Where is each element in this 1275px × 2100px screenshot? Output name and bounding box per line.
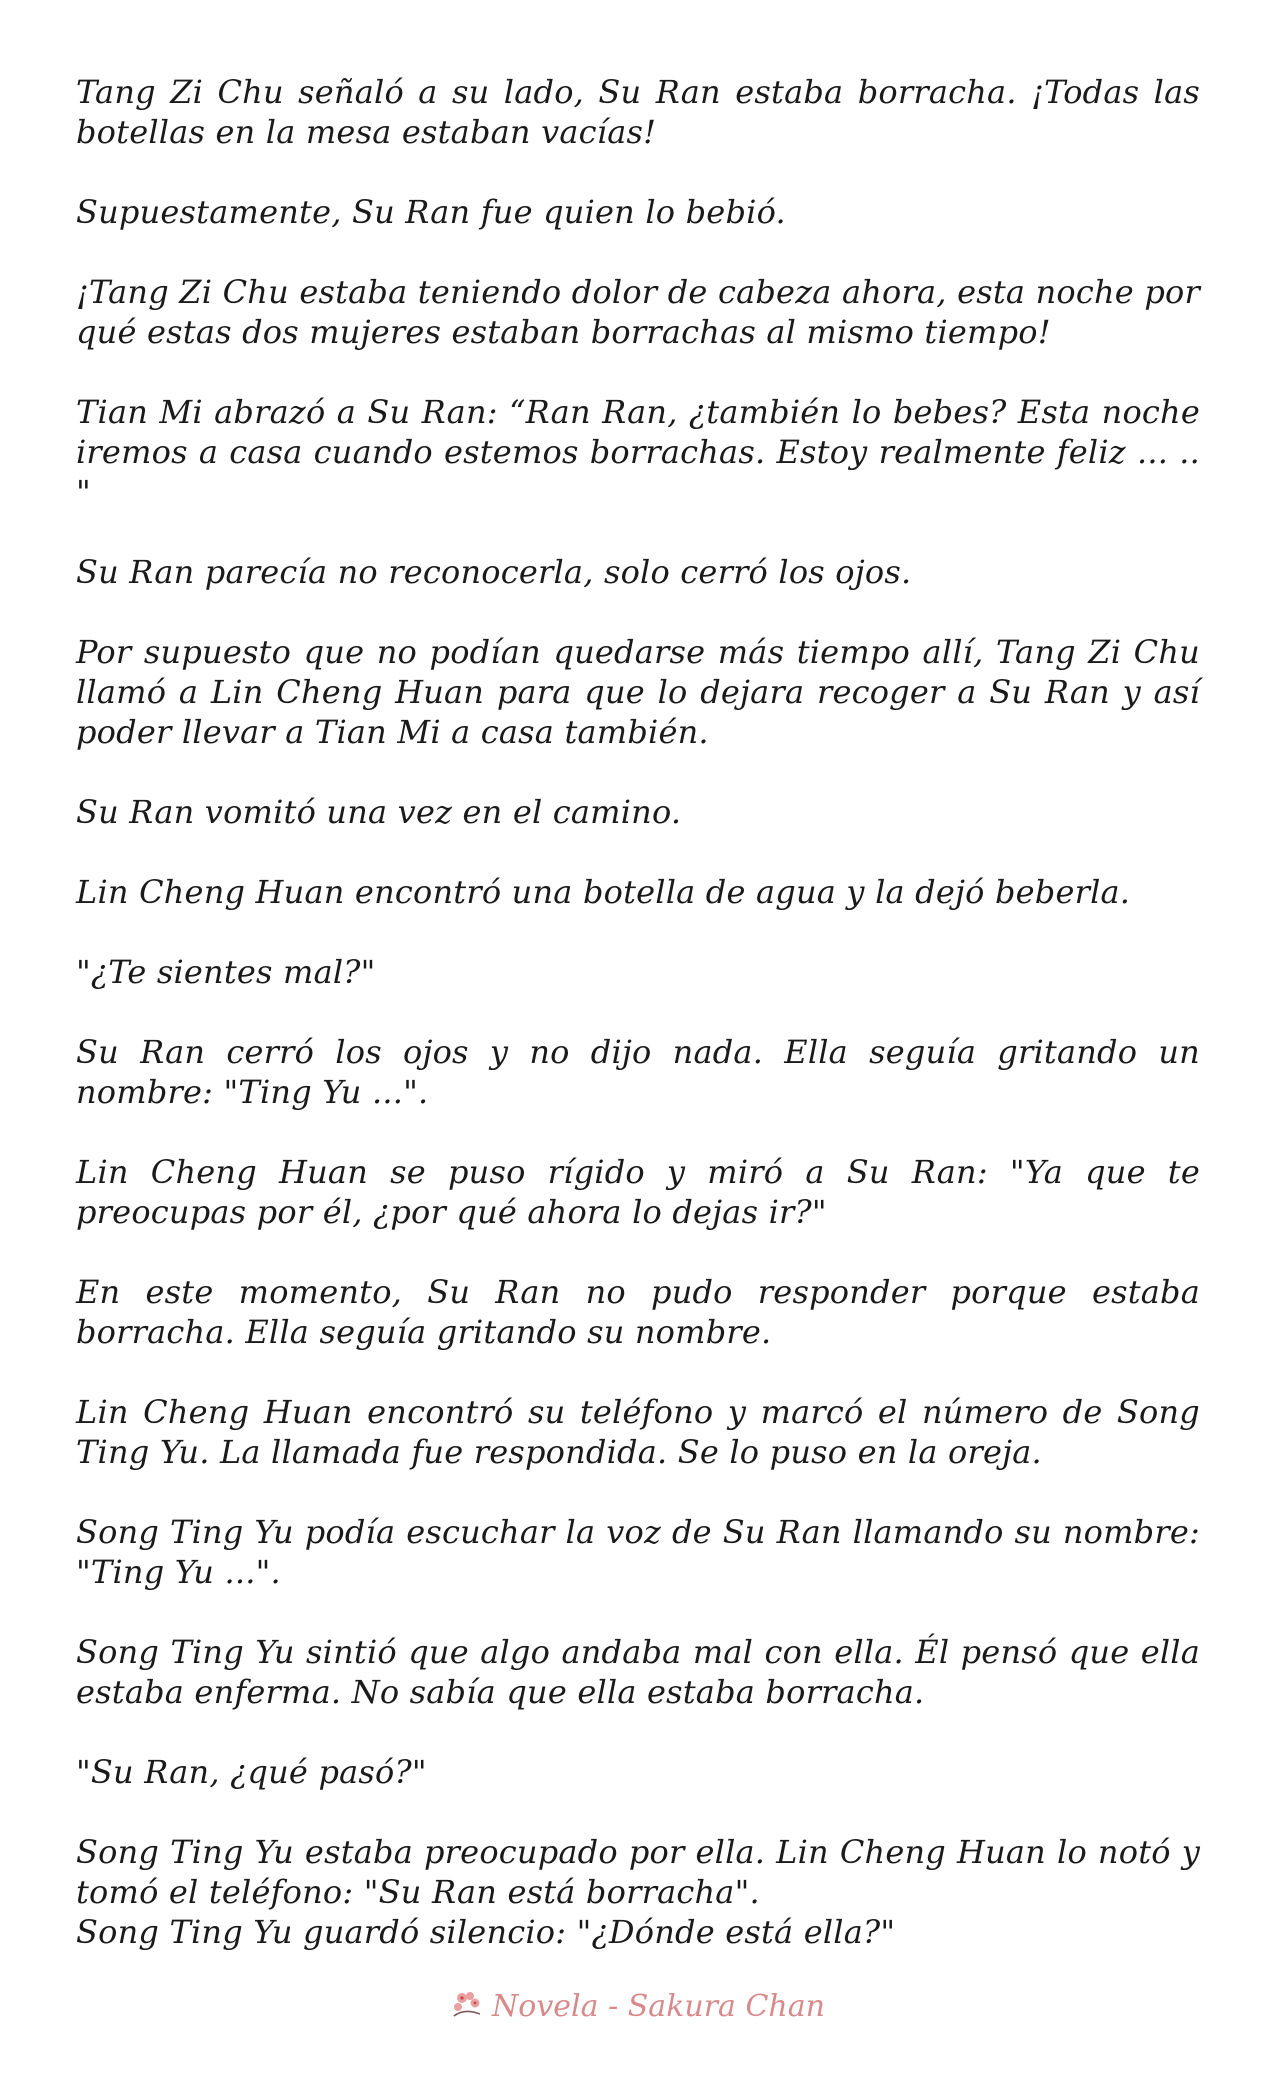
paragraph-8: Lin Cheng Huan encontró una botella de agua y la dejó beberla. xyxy=(76,873,1131,911)
paragraph-11: Lin Cheng Huan se puso rígido y miró a Su Ran: "Ya que te preocupas por él, ¿por qué ahora lo dejas ir?" xyxy=(76,1153,1200,1231)
paragraph-14: Song Ting Yu podía escuchar la voz de Su Ran llamando su nombre: "Ting Yu ...". xyxy=(76,1513,1200,1591)
paragraph-1: Tang Zi Chu señaló a su lado, Su Ran estaba borracha. ¡Todas las botellas en la mesa estaban vacías! xyxy=(76,73,1200,151)
watermark xyxy=(0,1988,1275,2024)
paragraph-10: Su Ran cerró los ojos y no dijo nada. Ella seguía gritando un nombre: "Ting Yu ...". xyxy=(76,1033,1200,1111)
paragraph-5: Su Ran parecía no reconocerla, solo cerró los ojos. xyxy=(76,553,912,591)
watermark-text: Novela - Sakura Chan xyxy=(492,1989,825,2024)
paragraph-4: Tian Mi abrazó a Su Ran: “Ran Ran, ¿también lo bebes? Esta noche iremos a casa cuando estemos borrachas. Estoy realmente feliz ... .. " xyxy=(76,393,1200,511)
paragraph-16: "Su Ran, ¿qué pasó?" xyxy=(76,1753,427,1791)
paragraph-17: Song Ting Yu estaba preocupado por ella. Lin Cheng Huan lo notó y tomó el teléfono: "Su Ran está borracha". xyxy=(76,1833,1200,1911)
sakura-blossom-icon xyxy=(450,1988,486,2020)
paragraph-13: Lin Cheng Huan encontró su teléfono y marcó el número de Song Ting Yu. La llamada fue respondida. Se lo puso en la oreja. xyxy=(76,1393,1200,1471)
document-body xyxy=(76,72,1200,1952)
paragraph-18: Song Ting Yu guardó silencio: "¿Dónde está ella?" xyxy=(76,1913,896,1951)
paragraph-6: Por supuesto que no podían quedarse más tiempo allí, Tang Zi Chu llamó a Lin Cheng Huan para que lo dejara recoger a Su Ran y así poder llevar a Tian Mi a casa también. xyxy=(76,633,1200,751)
paragraph-12: En este momento, Su Ran no pudo responder porque estaba borracha. Ella seguía gritando su nombre. xyxy=(76,1273,1200,1351)
paragraph-3: ¡Tang Zi Chu estaba teniendo dolor de cabeza ahora, esta noche por qué estas dos mujeres estaban borrachas al mismo tiempo! xyxy=(76,273,1200,351)
paragraph-7: Su Ran vomitó una vez en el camino. xyxy=(76,793,682,831)
paragraph-9: "¿Te sientes mal?" xyxy=(76,953,376,991)
paragraph-2: Supuestamente, Su Ran fue quien lo bebió. xyxy=(76,193,786,231)
paragraph-15: Song Ting Yu sintió que algo andaba mal con ella. Él pensó que ella estaba enferma. No sabía que ella estaba borracha. xyxy=(76,1633,1200,1711)
